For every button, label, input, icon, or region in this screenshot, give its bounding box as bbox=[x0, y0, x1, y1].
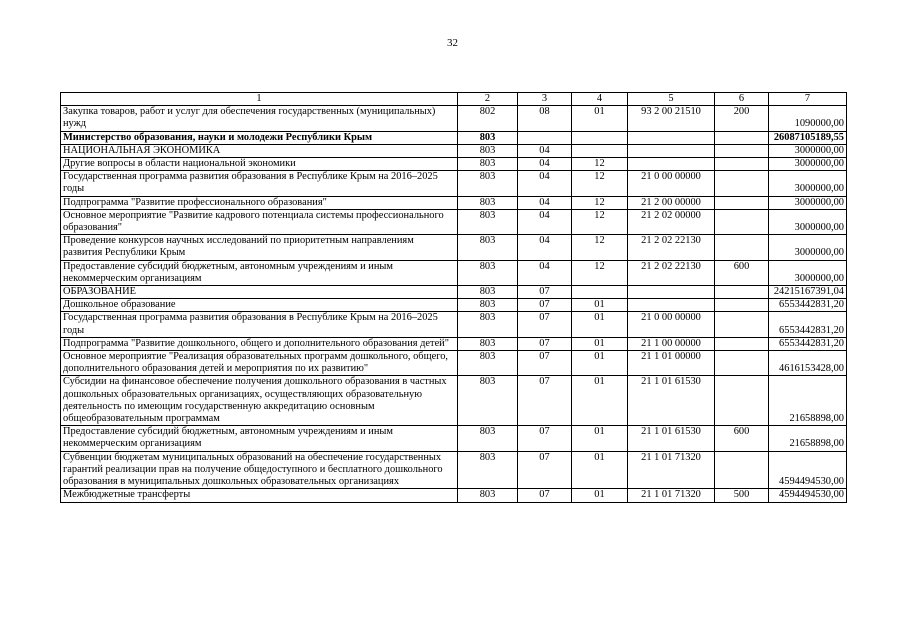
row-code-cell: 803 bbox=[458, 158, 518, 171]
row-code-cell: 803 bbox=[458, 312, 518, 337]
row-amount-cell: 4594494530,00 bbox=[769, 489, 847, 502]
row-code-cell: 01 bbox=[572, 337, 628, 350]
row-amount-cell: 3000000,00 bbox=[769, 196, 847, 209]
row-code-cell bbox=[518, 131, 572, 144]
row-code-cell: 01 bbox=[572, 299, 628, 312]
row-amount-cell: 3000000,00 bbox=[769, 235, 847, 260]
row-code-cell bbox=[715, 209, 769, 234]
row-name-cell: Проведение конкурсов научных исследований по приоритетным направлениям развития Республики Крым bbox=[61, 235, 458, 260]
table-row bbox=[61, 209, 847, 234]
row-code-cell: 802 bbox=[458, 106, 518, 131]
row-code-cell: 01 bbox=[572, 351, 628, 376]
row-code-cell: 01 bbox=[572, 312, 628, 337]
row-code-cell: 12 bbox=[572, 158, 628, 171]
row-code-cell: 803 bbox=[458, 209, 518, 234]
row-amount-cell: 4616153428,00 bbox=[769, 351, 847, 376]
header-cell: 4 bbox=[572, 93, 628, 106]
row-name-cell: Предоставление субсидий бюджетным, автономным учреждениям и иным некоммерческим организациям bbox=[61, 426, 458, 451]
row-code-cell: 803 bbox=[458, 489, 518, 502]
row-code-cell bbox=[715, 196, 769, 209]
row-code-cell bbox=[572, 131, 628, 144]
row-code-cell: 01 bbox=[572, 451, 628, 489]
table-row bbox=[61, 171, 847, 196]
row-amount-cell: 3000000,00 bbox=[769, 158, 847, 171]
row-amount-cell: 6553442831,20 bbox=[769, 312, 847, 337]
table-row bbox=[61, 312, 847, 337]
table-row bbox=[61, 426, 847, 451]
row-code-cell: 12 bbox=[572, 260, 628, 285]
table-row bbox=[61, 376, 847, 426]
row-code-cell: 93 2 00 21510 bbox=[628, 106, 715, 131]
row-code-cell: 07 bbox=[518, 451, 572, 489]
row-amount-cell: 21658898,00 bbox=[769, 426, 847, 451]
row-code-cell: 04 bbox=[518, 196, 572, 209]
row-name-cell: Дошкольное образование bbox=[61, 299, 458, 312]
row-code-cell: 21 2 02 00000 bbox=[628, 209, 715, 234]
row-code-cell bbox=[715, 158, 769, 171]
row-code-cell: 21 1 01 71320 bbox=[628, 489, 715, 502]
row-code-cell: 803 bbox=[458, 144, 518, 157]
table-row bbox=[61, 286, 847, 299]
row-name-cell: Основное мероприятие "Развитие кадрового потенциала системы профессионального образования" bbox=[61, 209, 458, 234]
row-code-cell: 12 bbox=[572, 209, 628, 234]
row-code-cell: 803 bbox=[458, 260, 518, 285]
row-code-cell: 04 bbox=[518, 209, 572, 234]
row-code-cell: 04 bbox=[518, 171, 572, 196]
row-code-cell: 12 bbox=[572, 171, 628, 196]
row-code-cell: 01 bbox=[572, 489, 628, 502]
table-row bbox=[61, 131, 847, 144]
budget-table bbox=[60, 92, 847, 503]
row-code-cell: 21 1 00 00000 bbox=[628, 337, 715, 350]
row-code-cell: 803 bbox=[458, 235, 518, 260]
row-name-cell: Министерство образования, науки и молодежи Республики Крым bbox=[61, 131, 458, 144]
table-row bbox=[61, 196, 847, 209]
table-row bbox=[61, 337, 847, 350]
row-code-cell: 600 bbox=[715, 260, 769, 285]
table-row bbox=[61, 235, 847, 260]
row-name-cell: НАЦИОНАЛЬНАЯ ЭКОНОМИКА bbox=[61, 144, 458, 157]
row-name-cell: Закупка товаров, работ и услуг для обеспечения государственных (муниципальных) нужд bbox=[61, 106, 458, 131]
row-name-cell: Другие вопросы в области национальной экономики bbox=[61, 158, 458, 171]
row-code-cell: 08 bbox=[518, 106, 572, 131]
row-code-cell: 803 bbox=[458, 351, 518, 376]
row-name-cell: Государственная программа развития образования в Республике Крым на 2016–2025 годы bbox=[61, 312, 458, 337]
row-name-cell: Государственная программа развития образования в Республике Крым на 2016–2025 годы bbox=[61, 171, 458, 196]
table-row bbox=[61, 144, 847, 157]
header-cell: 7 bbox=[769, 93, 847, 106]
row-code-cell: 803 bbox=[458, 286, 518, 299]
row-code-cell: 803 bbox=[458, 131, 518, 144]
table-row bbox=[61, 106, 847, 131]
row-amount-cell: 26087105189,55 bbox=[769, 131, 847, 144]
row-code-cell: 21 2 00 00000 bbox=[628, 196, 715, 209]
row-code-cell: 12 bbox=[572, 235, 628, 260]
row-code-cell bbox=[628, 299, 715, 312]
row-code-cell: 21 1 01 61530 bbox=[628, 426, 715, 451]
row-code-cell: 600 bbox=[715, 426, 769, 451]
table-row bbox=[61, 260, 847, 285]
row-code-cell: 21 2 02 22130 bbox=[628, 235, 715, 260]
row-code-cell: 07 bbox=[518, 351, 572, 376]
row-code-cell: 07 bbox=[518, 489, 572, 502]
row-amount-cell: 24215167391,04 bbox=[769, 286, 847, 299]
row-code-cell: 01 bbox=[572, 376, 628, 426]
row-code-cell bbox=[715, 144, 769, 157]
row-amount-cell: 3000000,00 bbox=[769, 209, 847, 234]
header-cell: 3 bbox=[518, 93, 572, 106]
row-code-cell bbox=[715, 451, 769, 489]
row-code-cell bbox=[715, 286, 769, 299]
row-code-cell: 803 bbox=[458, 426, 518, 451]
header-cell: 5 bbox=[628, 93, 715, 106]
row-code-cell: 200 bbox=[715, 106, 769, 131]
row-code-cell bbox=[715, 235, 769, 260]
row-code-cell bbox=[628, 144, 715, 157]
row-code-cell: 04 bbox=[518, 260, 572, 285]
row-amount-cell: 3000000,00 bbox=[769, 260, 847, 285]
row-code-cell: 01 bbox=[572, 106, 628, 131]
row-name-cell: Основное мероприятие "Реализация образовательных программ дошкольного, общего, дополнительного образования детей и мероприятия по их развитию" bbox=[61, 351, 458, 376]
row-code-cell: 21 0 00 00000 bbox=[628, 171, 715, 196]
row-code-cell bbox=[628, 158, 715, 171]
row-code-cell: 803 bbox=[458, 376, 518, 426]
table-row bbox=[61, 299, 847, 312]
row-code-cell: 21 1 01 00000 bbox=[628, 351, 715, 376]
row-code-cell bbox=[628, 286, 715, 299]
row-code-cell: 12 bbox=[572, 196, 628, 209]
row-code-cell bbox=[715, 376, 769, 426]
row-code-cell: 803 bbox=[458, 196, 518, 209]
row-code-cell: 07 bbox=[518, 299, 572, 312]
row-code-cell bbox=[715, 131, 769, 144]
row-code-cell: 04 bbox=[518, 235, 572, 260]
row-amount-cell: 3000000,00 bbox=[769, 171, 847, 196]
header-cell: 6 bbox=[715, 93, 769, 106]
row-code-cell bbox=[628, 131, 715, 144]
row-amount-cell: 21658898,00 bbox=[769, 376, 847, 426]
row-code-cell bbox=[715, 337, 769, 350]
row-code-cell: 01 bbox=[572, 426, 628, 451]
row-code-cell: 07 bbox=[518, 286, 572, 299]
row-name-cell: Межбюджетные трансферты bbox=[61, 489, 458, 502]
page-number: 32 bbox=[447, 37, 458, 49]
row-code-cell: 21 1 01 71320 bbox=[628, 451, 715, 489]
row-code-cell: 803 bbox=[458, 451, 518, 489]
row-code-cell: 21 0 00 00000 bbox=[628, 312, 715, 337]
row-amount-cell: 4594494530,00 bbox=[769, 451, 847, 489]
row-code-cell bbox=[715, 299, 769, 312]
row-code-cell: 07 bbox=[518, 337, 572, 350]
table-row bbox=[61, 489, 847, 502]
row-code-cell bbox=[572, 286, 628, 299]
row-amount-cell: 1090000,00 bbox=[769, 106, 847, 131]
row-amount-cell: 6553442831,20 bbox=[769, 299, 847, 312]
row-code-cell: 803 bbox=[458, 299, 518, 312]
row-name-cell: Подпрограмма "Развитие профессионального образования" bbox=[61, 196, 458, 209]
row-code-cell: 21 2 02 22130 bbox=[628, 260, 715, 285]
table-row bbox=[61, 351, 847, 376]
header-row bbox=[61, 93, 847, 106]
row-amount-cell: 6553442831,20 bbox=[769, 337, 847, 350]
row-name-cell: Субсидии на финансовое обеспечение получения дошкольного образования в частных дошкольных образовательных организациях, осуществляющих образовательную деятельность по имеющим государственную аккредитацию основным общеобразовательным программам bbox=[61, 376, 458, 426]
row-code-cell: 803 bbox=[458, 171, 518, 196]
row-code-cell bbox=[715, 351, 769, 376]
header-cell: 1 bbox=[61, 93, 458, 106]
row-name-cell: Субвенции бюджетам муниципальных образований на обеспечение государственных гарантий реализации прав на получение общедоступного и бесплатного дошкольного образования в муниципальных дошкольных образовательных организациях bbox=[61, 451, 458, 489]
row-code-cell: 07 bbox=[518, 312, 572, 337]
row-code-cell: 500 bbox=[715, 489, 769, 502]
table-row bbox=[61, 451, 847, 489]
row-code-cell: 803 bbox=[458, 337, 518, 350]
row-code-cell bbox=[715, 171, 769, 196]
row-code-cell bbox=[572, 144, 628, 157]
row-code-cell: 21 1 01 61530 bbox=[628, 376, 715, 426]
row-amount-cell: 3000000,00 bbox=[769, 144, 847, 157]
row-code-cell: 04 bbox=[518, 158, 572, 171]
header-cell: 2 bbox=[458, 93, 518, 106]
row-code-cell bbox=[715, 312, 769, 337]
row-code-cell: 04 bbox=[518, 144, 572, 157]
table-row bbox=[61, 158, 847, 171]
row-name-cell: ОБРАЗОВАНИЕ bbox=[61, 286, 458, 299]
row-code-cell: 07 bbox=[518, 426, 572, 451]
row-code-cell: 07 bbox=[518, 376, 572, 426]
row-name-cell: Подпрограмма "Развитие дошкольного, общего и дополнительного образования детей" bbox=[61, 337, 458, 350]
row-name-cell: Предоставление субсидий бюджетным, автономным учреждениям и иным некоммерческим организациям bbox=[61, 260, 458, 285]
